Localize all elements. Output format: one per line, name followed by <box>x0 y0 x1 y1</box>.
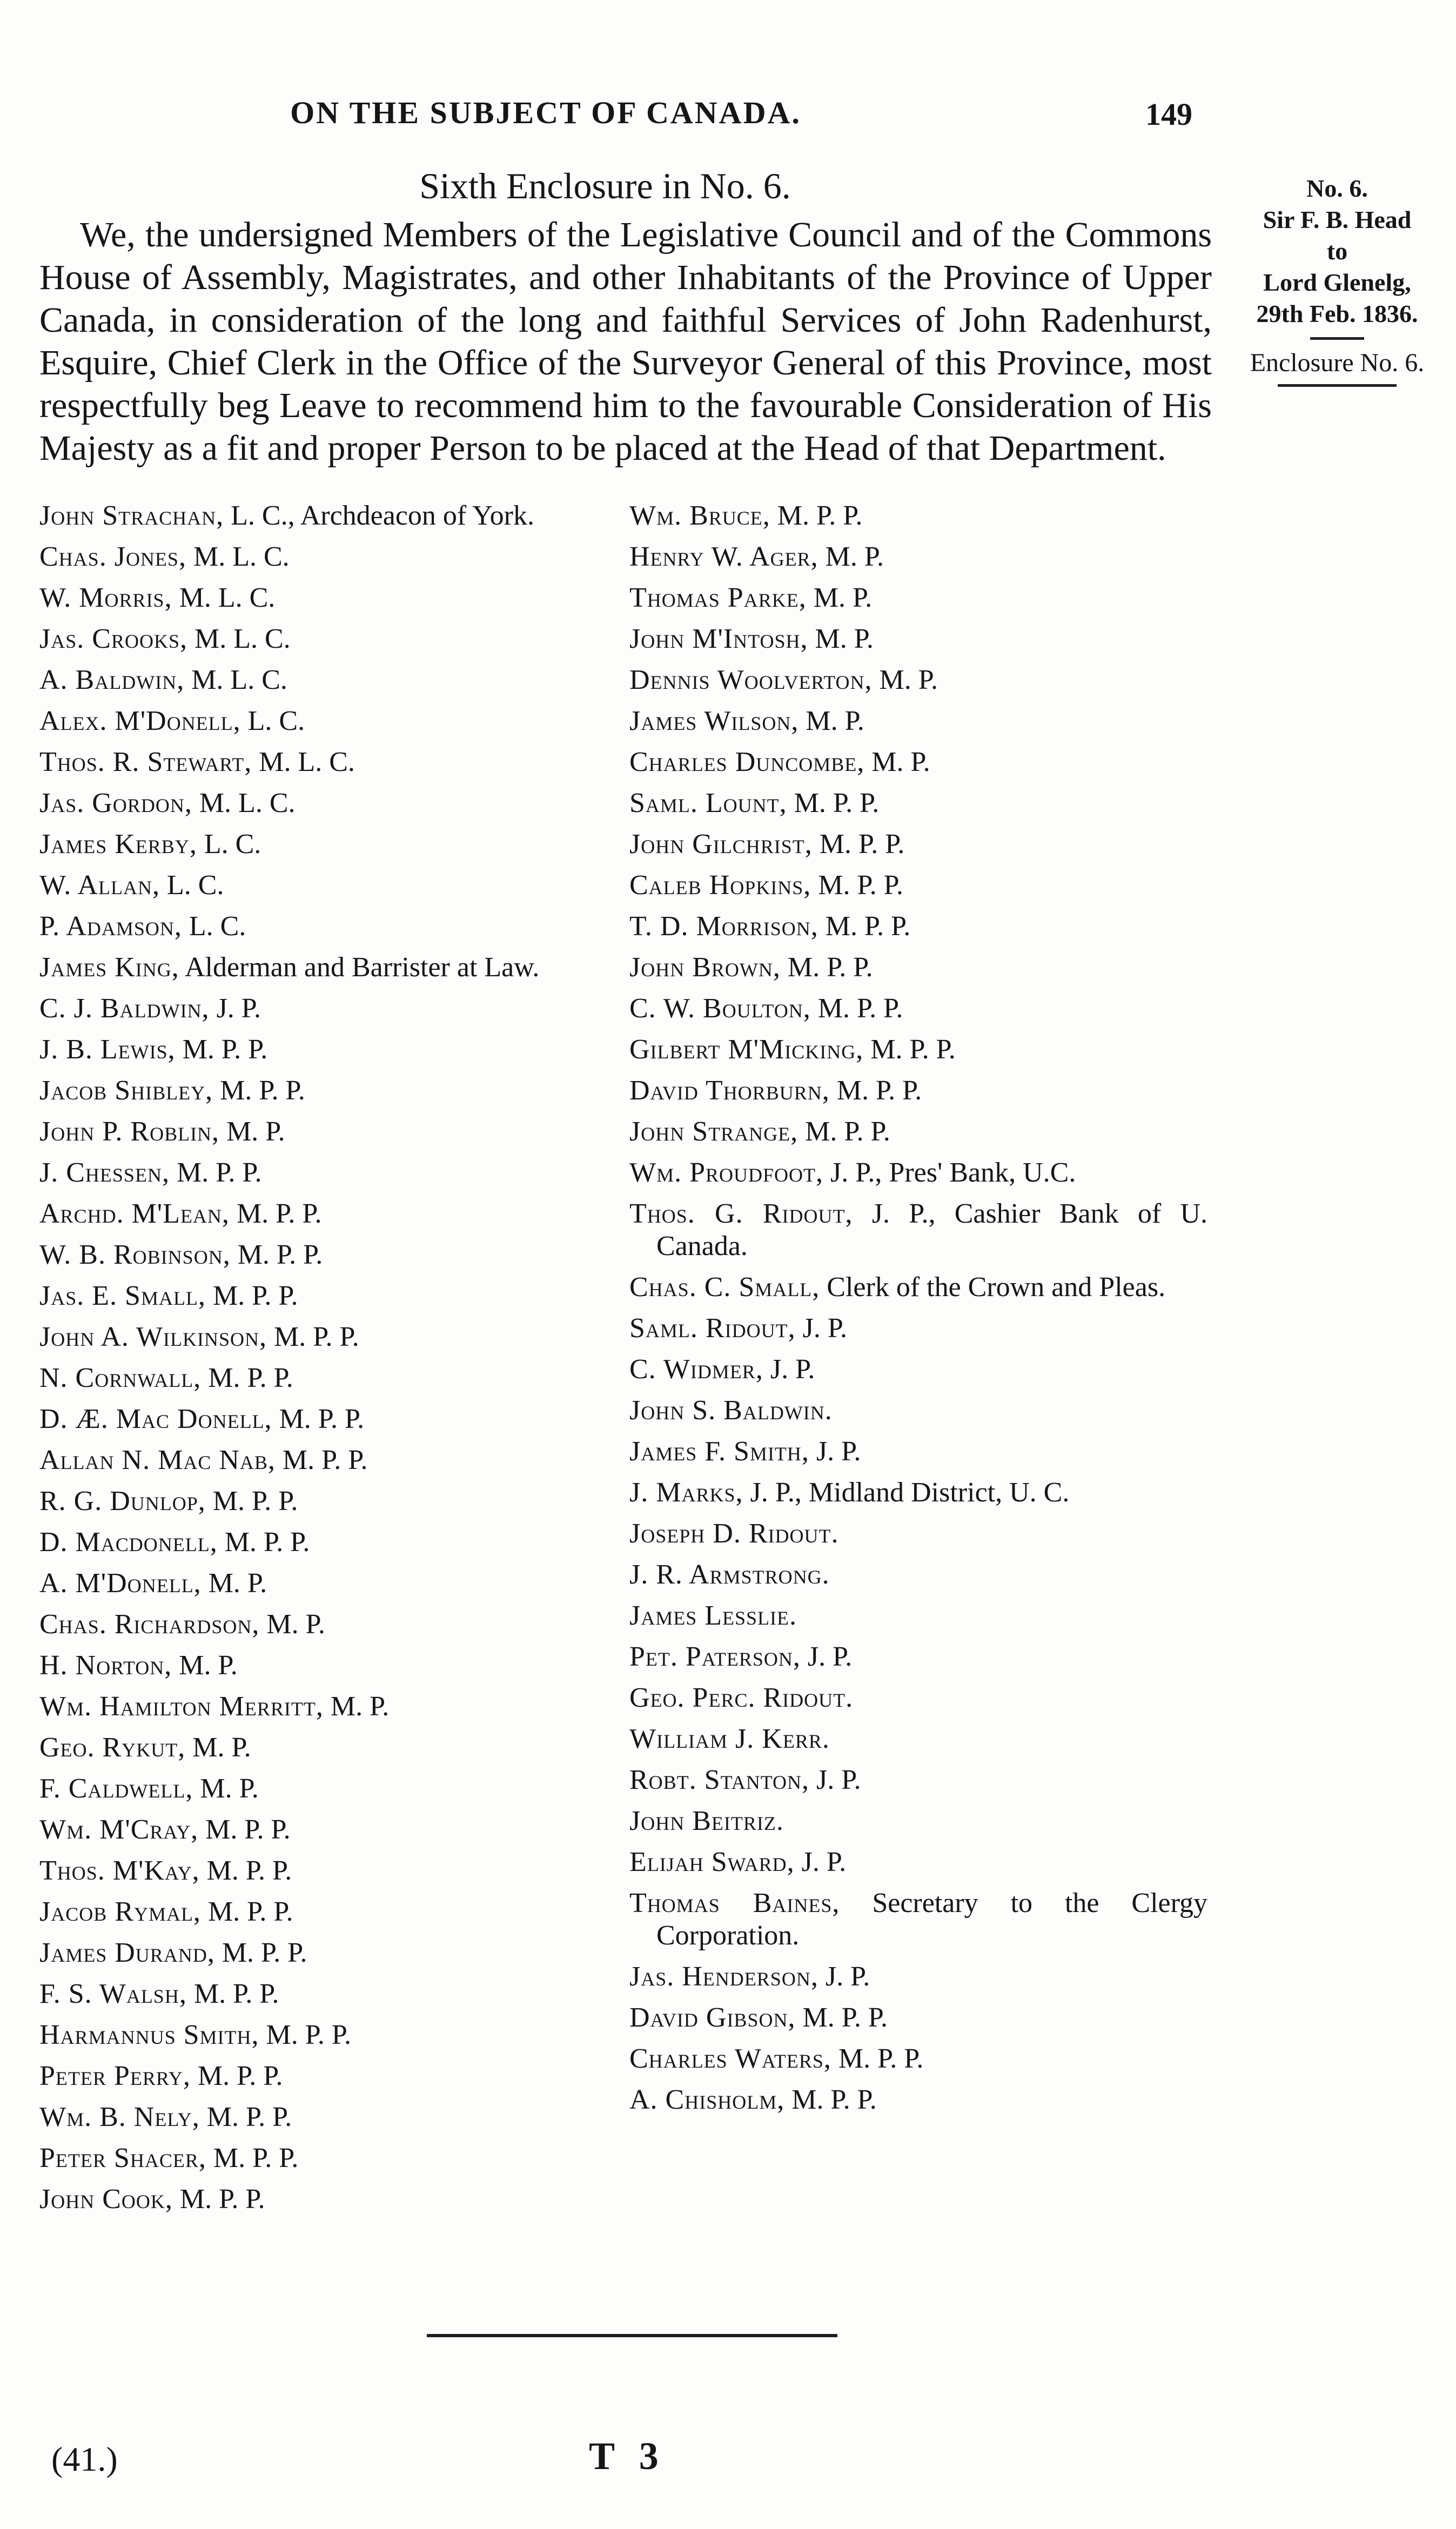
signatory-name: N. Cornwall, <box>39 1363 202 1393</box>
signatory-name: Chas. C. Small, <box>629 1272 820 1303</box>
running-header: ON THE SUBJECT OF CANADA. <box>290 95 801 130</box>
signatory-name: Wm. M'Cray, <box>39 1814 199 1845</box>
signatory-entry <box>629 1961 1207 1993</box>
signatory-title: M. P. P. <box>787 952 873 983</box>
signature-mark: T 3 <box>589 2434 666 2478</box>
signatory-name: A. Chisholm, <box>629 2084 785 2115</box>
signatory-name: Jas. Gordon, <box>39 788 192 819</box>
signatory-entry <box>629 1600 1207 1632</box>
signatory-name: T. D. Morrison, <box>629 911 818 942</box>
signatory-name: James F. Smith, <box>629 1436 809 1467</box>
signatory-entry <box>629 1559 1207 1591</box>
signatory-name: David Thorburn, <box>629 1075 830 1106</box>
signatory-title: Alderman and Barrister at Law. <box>184 952 540 983</box>
signatory-entry <box>629 1075 1207 1107</box>
signatory-name: A. Baldwin, <box>39 665 185 695</box>
signatory-entry <box>39 1937 609 1969</box>
signatory-title: M. P. <box>813 582 873 613</box>
signatory-title: J. P. <box>801 1847 847 1877</box>
signatory-title: M. P. P. <box>212 1280 298 1311</box>
signatory-name: J. Chessen, <box>39 1157 170 1188</box>
signatory-name: John Strachan, <box>39 500 224 531</box>
signatory-name: Wm. Bruce, <box>629 500 770 531</box>
signatory-entry <box>629 1034 1207 1066</box>
signatory-name: William J. Kerr. <box>629 1723 830 1754</box>
signatory-entry <box>629 746 1207 779</box>
signatory-title: M. P. P. <box>279 1404 365 1434</box>
signatory-title: M. L. C. <box>193 541 290 572</box>
signatory-name: W. Morris, <box>39 582 172 613</box>
signatory-title: J. P., Pres' Bank, U.C. <box>830 1157 1076 1188</box>
signatory-entry <box>39 1116 609 1148</box>
signatory-entry <box>629 1477 1207 1509</box>
signatory-title: M. P. <box>815 623 874 654</box>
signatory-title: M. P. <box>871 747 930 777</box>
signatory-name: Wm. Proudfoot, <box>629 1157 824 1188</box>
signatory-entry <box>39 1198 609 1230</box>
signatory-title: M. P. P. <box>212 1486 298 1517</box>
signatory-name: Elijah Sward, <box>629 1847 795 1877</box>
signatory-entry <box>39 1855 609 1887</box>
signatory-entry <box>39 541 609 573</box>
margin-note-to: to <box>1326 237 1348 265</box>
signatory-title: M. P. <box>208 1568 267 1599</box>
signatory-title: M. P. <box>806 706 864 736</box>
signatory-entry <box>629 1723 1207 1755</box>
signatory-name: H. Norton, <box>39 1650 172 1681</box>
signatory-name: Charles Waters, <box>629 2043 831 2074</box>
signatory-title: J. P., Midland District, U. C. <box>750 1477 1070 1508</box>
signatory-title: M. P. P. <box>802 2002 888 2033</box>
signatory-title: M. P. P. <box>182 1034 268 1065</box>
signatory-name: Harmannus Smith, <box>39 2020 259 2050</box>
signatory-name: Robt. Stanton, <box>629 1765 810 1795</box>
signatory-title: Clerk of the Crown and Pleas. <box>827 1272 1166 1303</box>
margin-note-enclosure: Enclosure No. 6. <box>1250 348 1425 377</box>
signatory-name: Pet. Paterson, <box>629 1641 801 1672</box>
signatory-entry <box>629 787 1207 820</box>
signatory-name: Peter Perry, <box>39 2061 191 2091</box>
signatory-entry <box>39 1239 609 1271</box>
signatory-name: James Lesslie. <box>629 1600 797 1631</box>
signatory-entry <box>629 1198 1207 1263</box>
signatory-title: M. P. P. <box>205 1814 291 1845</box>
margin-note-date: 29th Feb. 1836. <box>1256 300 1418 327</box>
signatory-name: D. Macdonell, <box>39 1527 218 1558</box>
signatory-title: J. P. <box>807 1641 853 1672</box>
signatory-name: Thos. M'Kay, <box>39 1855 200 1886</box>
signatory-name: J. B. Lewis, <box>39 1034 176 1065</box>
margin-note-divider <box>1310 337 1364 340</box>
signatory-entry <box>629 2043 1207 2075</box>
signatory-title: M. P. P. <box>274 1321 359 1352</box>
signatory-title: M. P. P. <box>266 2020 352 2050</box>
signatory-entry <box>39 1814 609 1846</box>
signatory-title: M. P. P. <box>179 2184 265 2215</box>
signatory-name: Wm. Hamilton Merritt, <box>39 1691 324 1722</box>
signatory-entry <box>39 869 609 902</box>
signatory-title: J. P. <box>825 1961 870 1992</box>
signatory-name: J. R. Armstrong. <box>629 1559 830 1590</box>
signatory-entry <box>629 1353 1207 1386</box>
signatory-title: M. P. <box>825 541 884 572</box>
signatory-name: James King, <box>39 952 179 983</box>
signatory-name: A. M'Donell, <box>39 1568 202 1599</box>
signatory-name: C. W. Boulton, <box>629 993 811 1024</box>
signatory-name: Thos. G. Ridout, <box>629 1198 853 1229</box>
signatory-entry <box>629 500 1207 532</box>
signatory-title: M. P. <box>226 1116 285 1147</box>
signatory-title: M. P. <box>879 665 938 695</box>
signatory-entry <box>39 1444 609 1477</box>
signatory-name: John Gilchrist, <box>629 829 813 860</box>
signatory-title: M. P. <box>330 1691 390 1722</box>
signatory-title: M. P. P. <box>220 1075 305 1106</box>
signatory-name: Chas. Richardson, <box>39 1609 260 1640</box>
signatory-entry <box>629 705 1207 737</box>
signatory-name: D. Æ. Mac Donell, <box>39 1404 272 1434</box>
signatory-name: C. J. Baldwin, <box>39 993 210 1024</box>
signatory-name: Dennis Woolverton, <box>629 665 873 695</box>
signatory-entry <box>629 1682 1207 1714</box>
signatory-title: M. P. P. <box>794 788 880 819</box>
signatory-entry <box>39 951 609 984</box>
signatory-name: James Durand, <box>39 1937 215 1968</box>
signatory-entry <box>39 1321 609 1353</box>
signatory-entry <box>39 1280 609 1312</box>
signatory-title: M. P. P. <box>206 1855 292 1886</box>
signatory-name: Saml. Lount, <box>629 788 787 819</box>
memorial-paragraph: We, the undersigned Members of the Legislative Council and of the Commons House of Assembly, Magistrates, and other Inhabitants of the Province of Upper Canada, in consideration of the long and faithful Services of John Radenhurst, Esquire, Chief Clerk in the Office of the Surveyor General of this Province, most respectfully beg Leave to recommend him to the favourable Consideration of His Majesty as a fit and proper Person to be placed at the Head of that Department. <box>39 215 1212 468</box>
signatories-left-column <box>39 500 609 2224</box>
signatory-title: M. P. P. <box>777 500 863 531</box>
signatory-name: John P. Roblin, <box>39 1116 220 1147</box>
signatory-title: M. L. C. <box>179 582 276 613</box>
margin-note-number: No. 6. <box>1306 175 1368 202</box>
signatory-entry <box>39 1362 609 1394</box>
signatory-name: R. G. Dunlop, <box>39 1486 206 1517</box>
signatory-entry <box>39 1896 609 1928</box>
signatory-name: John S. Baldwin. <box>629 1395 833 1426</box>
footer-rule <box>427 2334 837 2337</box>
signatory-entry <box>629 951 1207 984</box>
signatory-title: J. P. <box>802 1313 847 1344</box>
signatory-entry <box>629 1312 1207 1345</box>
signatory-title: M. P. P. <box>791 2084 877 2115</box>
signatory-entry <box>629 910 1207 943</box>
signatory-name: David Gibson, <box>629 2002 796 2033</box>
signatory-title: M. P. <box>200 1773 259 1804</box>
signatory-title: M. P. P. <box>213 2143 299 2174</box>
signatory-name: C. Widmer, <box>629 1354 763 1385</box>
signatory-entry <box>39 1567 609 1600</box>
signatory-entry <box>39 828 609 861</box>
signatory-entry <box>629 623 1207 655</box>
signatory-entry <box>39 1485 609 1518</box>
signatory-title: M. P. P. <box>193 1978 279 2009</box>
signatory-entry <box>39 1691 609 1723</box>
signatory-entry <box>39 1157 609 1189</box>
signatory-name: W. B. Robinson, <box>39 1239 231 1270</box>
signatory-name: Allan N. Mac Nab, <box>39 1445 276 1475</box>
signatory-title: L. C. <box>204 829 261 860</box>
signatory-name: Thomas Parke, <box>629 582 807 613</box>
signatory-entry <box>39 2060 609 2092</box>
signatory-entry <box>39 2101 609 2134</box>
signatory-name: Gilbert M'Micking, <box>629 1034 864 1065</box>
signatory-name: Geo. Rykut, <box>39 1732 186 1763</box>
signatory-title: M. L. C. <box>194 623 291 654</box>
signatory-title: J. P. <box>816 1436 861 1467</box>
signatory-entry <box>629 1157 1207 1189</box>
signatory-entry <box>629 664 1207 696</box>
signatory-title: M. P. <box>266 1609 325 1640</box>
signatory-title: M. P. P. <box>176 1157 262 1188</box>
signatory-entry <box>39 1649 609 1682</box>
signatory-name: John A. Wilkinson, <box>39 1321 267 1352</box>
signatory-name: John Brown, <box>629 952 781 983</box>
signatory-title: M. P. P. <box>825 911 911 942</box>
signatory-entry <box>39 910 609 943</box>
signatory-title: M. P. P. <box>236 1198 322 1229</box>
margin-note-underline <box>1278 384 1397 387</box>
signatory-entry <box>629 1805 1207 1837</box>
signatory-name: Jas. E. Small, <box>39 1280 206 1311</box>
signatory-entry <box>39 1773 609 1805</box>
signatory-title: M. P. P. <box>838 2043 924 2074</box>
signatory-entry <box>39 1978 609 2010</box>
page-number: 149 <box>1145 97 1192 132</box>
signatory-entry <box>629 2002 1207 2034</box>
signatory-title: M. P. P. <box>819 829 905 860</box>
signatory-entry <box>629 1435 1207 1468</box>
signatory-name: Jacob Rymal, <box>39 1896 201 1927</box>
margin-note-sender: Sir F. B. Head <box>1263 206 1412 233</box>
signatory-entry <box>629 828 1207 861</box>
signatory-title: M. P. P. <box>224 1527 310 1558</box>
signatory-title: M. P. P. <box>207 1896 293 1927</box>
signatory-title: J. P. <box>770 1354 815 1385</box>
signatory-title: M. P. P. <box>805 1116 890 1147</box>
signatory-entry <box>629 1641 1207 1673</box>
signatory-entry <box>629 1116 1207 1148</box>
signatory-name: James Kerby, <box>39 829 197 860</box>
signatory-name: John Beitriz. <box>629 1806 784 1836</box>
signatory-title: M. P. P. <box>817 993 903 1024</box>
signatory-name: Geo. Perc. Ridout. <box>629 1682 854 1713</box>
signatory-title: M. L. C. <box>259 747 355 777</box>
signatory-name: Jacob Shibley, <box>39 1075 213 1106</box>
signatory-entry <box>629 541 1207 573</box>
signatory-title: L. C. <box>166 870 224 901</box>
signatory-name: Charles Duncombe, <box>629 747 865 777</box>
signatory-name: Jas. Crooks, <box>39 623 187 654</box>
signatory-title: M. P. <box>192 1732 251 1763</box>
signatory-entry <box>39 664 609 696</box>
margin-note <box>1221 173 1453 387</box>
signatories-right-column <box>629 500 1207 2125</box>
signatory-name: F. Caldwell, <box>39 1773 193 1804</box>
signatory-entry <box>629 869 1207 902</box>
enclosure-heading: Sixth Enclosure in No. 6. <box>419 165 791 206</box>
signatory-entry <box>39 582 609 614</box>
signatory-title: M. P. P. <box>870 1034 956 1065</box>
signatory-name: John Cook, <box>39 2184 173 2215</box>
signatory-name: Henry W. Ager, <box>629 541 818 572</box>
signatory-title: M. L. C. <box>199 788 296 819</box>
signatory-title: L. C., Archdeacon of York. <box>231 500 534 531</box>
signatory-name: Thomas Baines, <box>629 1888 840 1918</box>
signatory-title: L. C. <box>247 706 305 736</box>
signatory-name: P. Adamson, <box>39 911 182 942</box>
sheet-number: (41.) <box>51 2440 118 2478</box>
signatory-entry <box>629 1394 1207 1427</box>
signatory-name: F. S. Walsh, <box>39 1978 187 2009</box>
signatory-name: J. Marks, <box>629 1477 743 1508</box>
signatory-entry <box>629 1764 1207 1796</box>
margin-note-recipient: Lord Glenelg, <box>1263 269 1411 296</box>
signatory-name: Alex. M'Donell, <box>39 706 241 736</box>
signatory-entry <box>39 623 609 655</box>
signatory-entry <box>39 746 609 779</box>
signatory-entry <box>39 992 609 1025</box>
signatory-entry <box>629 1518 1207 1550</box>
signatory-entry <box>39 1075 609 1107</box>
signatory-title: J. P. <box>816 1765 861 1795</box>
signatory-entry <box>39 705 609 737</box>
signatory-entry <box>39 1034 609 1066</box>
signatory-title: J. P. <box>216 993 261 1024</box>
signatory-entry <box>39 2183 609 2216</box>
signatory-name: Joseph D. Ridout. <box>629 1518 839 1549</box>
signatory-title: M. P. P. <box>222 1937 307 1968</box>
signatory-entry <box>39 1403 609 1435</box>
signatory-entry <box>39 787 609 820</box>
signatory-name: John Strange, <box>629 1116 799 1147</box>
signatory-title: M. P. P. <box>206 2102 292 2132</box>
signatory-name: Thos. R. Stewart, <box>39 747 252 777</box>
signatory-title: M. P. P. <box>818 870 903 901</box>
signatory-name: Caleb Hopkins, <box>629 870 811 901</box>
signatory-title: M. L. C. <box>191 665 287 695</box>
signatory-entry <box>39 500 609 532</box>
signatory-entry <box>39 1732 609 1764</box>
signatory-entry <box>39 1526 609 1559</box>
signatory-name: Chas. Jones, <box>39 541 186 572</box>
signatory-entry <box>629 2084 1207 2116</box>
signatory-entry <box>629 992 1207 1025</box>
signatory-title: M. P. P. <box>237 1239 323 1270</box>
signatory-title: M. P. P. <box>197 2061 283 2091</box>
signatory-name: Archd. M'Lean, <box>39 1198 230 1229</box>
signatory-entry <box>629 582 1207 614</box>
signatory-entry <box>39 2019 609 2051</box>
signatory-name: Peter Shacer, <box>39 2143 206 2174</box>
signatory-entry <box>39 1608 609 1641</box>
signatory-title: M. P. <box>179 1650 238 1681</box>
signatory-title: J. P., Cashier Bank of U. Canada. <box>656 1198 1207 1262</box>
signatory-title: M. P. P. <box>836 1075 922 1106</box>
signatory-title: L. C. <box>189 911 246 942</box>
signatory-entry <box>39 2142 609 2175</box>
signatory-name: Jas. Henderson, <box>629 1961 818 1992</box>
signatory-name: Wm. B. Nely, <box>39 2102 200 2132</box>
signatory-entry <box>629 1887 1207 1952</box>
signatory-title: M. P. P. <box>208 1363 293 1393</box>
signatory-entry <box>629 1271 1207 1304</box>
signatory-name: Saml. Ridout, <box>629 1313 796 1344</box>
signatory-name: James Wilson, <box>629 706 799 736</box>
signatory-title: Secretary to the Clergy Corporation. <box>656 1888 1208 1951</box>
signatory-name: W. Allan, <box>39 870 160 901</box>
signatory-title: M. P. P. <box>282 1445 368 1475</box>
signatory-name: John M'Intosh, <box>629 623 808 654</box>
signatory-entry <box>629 1846 1207 1879</box>
